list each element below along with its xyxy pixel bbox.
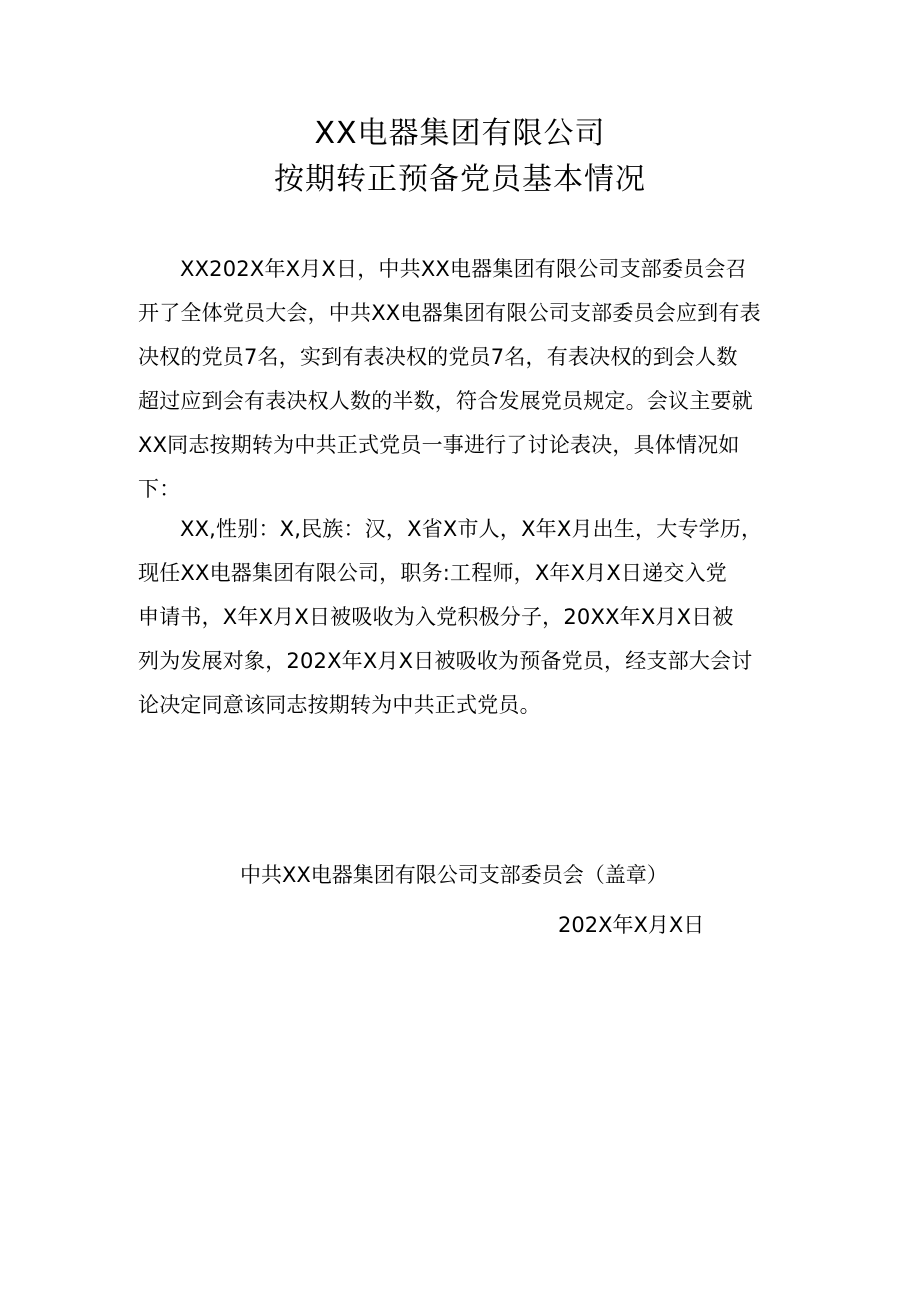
paragraph-1-line: XX同志按期转为中共正式党员一事进行了讨论表决，具体情况如 [138, 433, 740, 457]
signature-date: 202X年X月X日 [558, 913, 705, 937]
paragraph-1-line: XX202X年X月X日，中共XX电器集团有限公司支部委员会召 [180, 257, 747, 281]
paragraph-1-line: 下： [138, 477, 181, 501]
paragraph-2-line: 现任XX电器集团有限公司，职务:工程师，X年X月X日递交入党 [138, 561, 728, 585]
paragraph-2-line: 论决定同意该同志按期转为中共正式党员。 [138, 693, 541, 717]
paragraph-2-line: XX,性别：X,民族：汉，X省X市人，X年X月出生，大专学历， [180, 517, 763, 541]
paragraph-1-line: 超过应到会有表决权人数的半数，符合发展党员规定。会议主要就 [138, 389, 753, 413]
signature-organization: 中共XX电器集团有限公司支部委员会（盖章） [240, 863, 668, 887]
document-subtitle: 按期转正预备党员基本情况 [274, 162, 646, 197]
paragraph-2-line: 列为发展对象，202X年X月X日被吸收为预备党员，经支部大会讨 [138, 649, 753, 673]
paragraph-1-line: 开了全体党员大会，中共XX电器集团有限公司支部委员会应到有表 [138, 301, 761, 325]
document-title: XX电器集团有限公司 [314, 116, 606, 151]
paragraph-2-line: 申请书，X年X月X日被吸收为入党积极分子，20XX年X月X日被 [138, 605, 734, 629]
paragraph-1-line: 决权的党员7名，实到有表决权的党员7名，有表决权的到会人数 [138, 345, 738, 369]
